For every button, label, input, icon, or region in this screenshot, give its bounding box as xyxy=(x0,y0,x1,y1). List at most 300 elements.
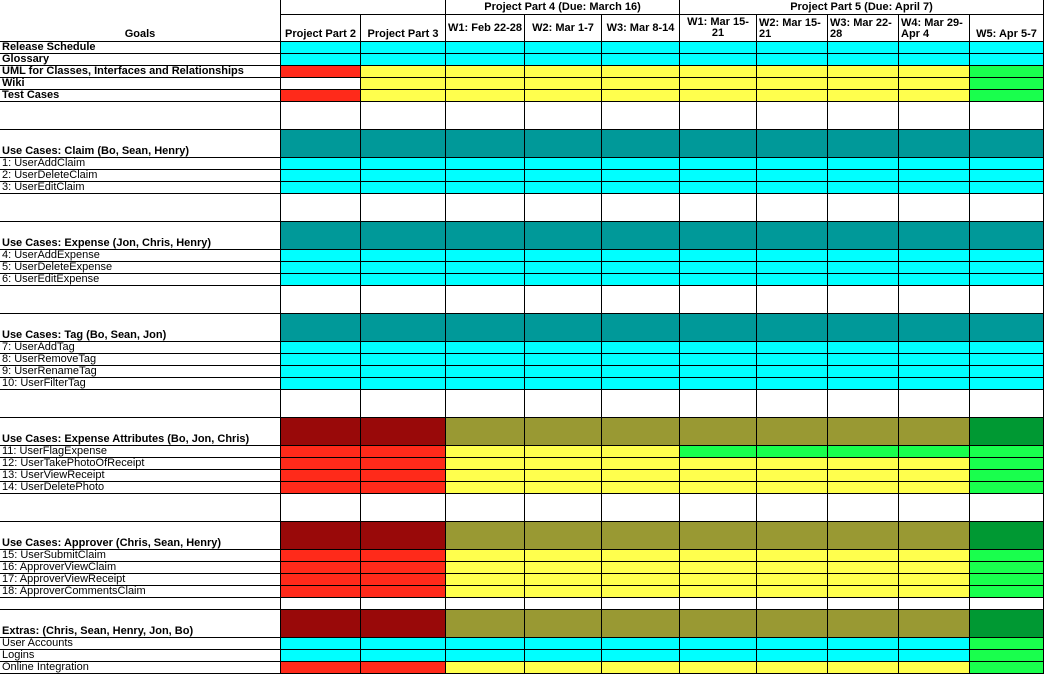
schedule-cell[interactable] xyxy=(281,342,361,354)
schedule-cell[interactable] xyxy=(680,158,757,170)
schedule-cell[interactable] xyxy=(899,262,970,274)
schedule-cell[interactable] xyxy=(525,170,602,182)
schedule-cell[interactable] xyxy=(680,482,757,494)
schedule-cell[interactable] xyxy=(899,130,970,158)
schedule-cell[interactable] xyxy=(602,598,680,610)
schedule-cell[interactable] xyxy=(828,262,899,274)
schedule-cell[interactable] xyxy=(899,550,970,562)
header-col-8[interactable]: W4: Mar 29-Apr 4 xyxy=(899,15,970,42)
schedule-cell[interactable] xyxy=(361,342,446,354)
schedule-cell[interactable] xyxy=(757,574,828,586)
schedule-cell[interactable] xyxy=(281,446,361,458)
schedule-cell[interactable] xyxy=(361,574,446,586)
schedule-cell[interactable] xyxy=(602,262,680,274)
schedule-cell[interactable] xyxy=(757,662,828,674)
schedule-cell[interactable] xyxy=(828,598,899,610)
schedule-cell[interactable] xyxy=(757,354,828,366)
schedule-cell[interactable] xyxy=(757,286,828,314)
schedule-cell[interactable] xyxy=(970,222,1044,250)
schedule-cell[interactable] xyxy=(970,550,1044,562)
schedule-cell[interactable] xyxy=(446,250,525,262)
schedule-cell[interactable] xyxy=(525,378,602,390)
row-label[interactable]: 5: UserDeleteExpense xyxy=(0,262,281,274)
schedule-cell[interactable] xyxy=(602,662,680,674)
schedule-cell[interactable] xyxy=(899,378,970,390)
schedule-cell[interactable] xyxy=(446,78,525,90)
row-label[interactable]: Glossary xyxy=(0,54,281,66)
schedule-cell[interactable] xyxy=(899,194,970,222)
schedule-cell[interactable] xyxy=(361,54,446,66)
schedule-cell[interactable] xyxy=(899,170,970,182)
schedule-cell[interactable] xyxy=(525,90,602,102)
schedule-cell[interactable] xyxy=(361,470,446,482)
schedule-cell[interactable] xyxy=(899,598,970,610)
schedule-cell[interactable] xyxy=(602,574,680,586)
schedule-cell[interactable] xyxy=(281,586,361,598)
schedule-cell[interactable] xyxy=(970,638,1044,650)
schedule-cell[interactable] xyxy=(281,42,361,54)
header-goals[interactable]: Goals xyxy=(0,0,281,42)
schedule-cell[interactable] xyxy=(757,482,828,494)
row-label[interactable]: 9: UserRenameTag xyxy=(0,366,281,378)
schedule-cell[interactable] xyxy=(899,638,970,650)
schedule-cell[interactable] xyxy=(970,66,1044,78)
row-label[interactable]: UML for Classes, Interfaces and Relationships xyxy=(0,66,281,78)
schedule-cell[interactable] xyxy=(602,482,680,494)
header-part4-group[interactable]: Project Part 4 (Due: March 16) xyxy=(446,0,680,15)
schedule-cell[interactable] xyxy=(281,562,361,574)
schedule-cell[interactable] xyxy=(361,390,446,418)
schedule-cell[interactable] xyxy=(970,274,1044,286)
schedule-cell[interactable] xyxy=(970,446,1044,458)
schedule-cell[interactable] xyxy=(602,78,680,90)
schedule-cell[interactable] xyxy=(446,130,525,158)
schedule-cell[interactable] xyxy=(828,66,899,78)
schedule-cell[interactable] xyxy=(757,222,828,250)
schedule-cell[interactable] xyxy=(361,638,446,650)
schedule-cell[interactable] xyxy=(680,170,757,182)
schedule-cell[interactable] xyxy=(970,158,1044,170)
schedule-cell[interactable] xyxy=(757,158,828,170)
schedule-cell[interactable] xyxy=(446,170,525,182)
schedule-cell[interactable] xyxy=(281,550,361,562)
schedule-cell[interactable] xyxy=(361,458,446,470)
schedule-cell[interactable] xyxy=(828,390,899,418)
schedule-cell[interactable] xyxy=(757,130,828,158)
schedule-cell[interactable] xyxy=(525,598,602,610)
schedule-cell[interactable] xyxy=(828,366,899,378)
schedule-cell[interactable] xyxy=(828,182,899,194)
schedule-cell[interactable] xyxy=(970,250,1044,262)
schedule-cell[interactable] xyxy=(757,78,828,90)
schedule-cell[interactable] xyxy=(680,314,757,342)
schedule-cell[interactable] xyxy=(446,574,525,586)
schedule-cell[interactable] xyxy=(525,42,602,54)
schedule-cell[interactable] xyxy=(361,182,446,194)
schedule-cell[interactable] xyxy=(680,90,757,102)
spacer-label[interactable] xyxy=(0,194,281,222)
schedule-cell[interactable] xyxy=(757,458,828,470)
schedule-cell[interactable] xyxy=(828,650,899,662)
schedule-cell[interactable] xyxy=(757,66,828,78)
row-label[interactable]: Use Cases: Expense Attributes (Bo, Jon, Chris) xyxy=(0,418,281,446)
schedule-cell[interactable] xyxy=(899,522,970,550)
schedule-cell[interactable] xyxy=(525,574,602,586)
spacer-label[interactable] xyxy=(0,102,281,130)
schedule-cell[interactable] xyxy=(281,662,361,674)
schedule-cell[interactable] xyxy=(446,342,525,354)
schedule-cell[interactable] xyxy=(828,482,899,494)
schedule-cell[interactable] xyxy=(899,586,970,598)
schedule-cell[interactable] xyxy=(602,182,680,194)
schedule-cell[interactable] xyxy=(281,418,361,446)
schedule-cell[interactable] xyxy=(899,662,970,674)
schedule-cell[interactable] xyxy=(281,314,361,342)
schedule-cell[interactable] xyxy=(680,550,757,562)
row-label[interactable]: 1: UserAddClaim xyxy=(0,158,281,170)
schedule-cell[interactable] xyxy=(757,342,828,354)
schedule-cell[interactable] xyxy=(361,194,446,222)
schedule-cell[interactable] xyxy=(970,314,1044,342)
schedule-cell[interactable] xyxy=(361,286,446,314)
schedule-cell[interactable] xyxy=(281,262,361,274)
schedule-cell[interactable] xyxy=(281,130,361,158)
schedule-cell[interactable] xyxy=(361,446,446,458)
schedule-cell[interactable] xyxy=(525,130,602,158)
schedule-cell[interactable] xyxy=(446,550,525,562)
schedule-cell[interactable] xyxy=(361,250,446,262)
schedule-cell[interactable] xyxy=(602,274,680,286)
row-label[interactable]: Online Integration xyxy=(0,662,281,674)
schedule-cell[interactable] xyxy=(361,158,446,170)
schedule-cell[interactable] xyxy=(446,562,525,574)
schedule-cell[interactable] xyxy=(757,102,828,130)
schedule-cell[interactable] xyxy=(757,494,828,522)
schedule-cell[interactable] xyxy=(525,262,602,274)
schedule-cell[interactable] xyxy=(828,274,899,286)
schedule-cell[interactable] xyxy=(757,470,828,482)
schedule-cell[interactable] xyxy=(281,158,361,170)
schedule-cell[interactable] xyxy=(970,610,1044,638)
header-part5-group[interactable]: Project Part 5 (Due: April 7) xyxy=(680,0,1044,15)
schedule-cell[interactable] xyxy=(602,458,680,470)
schedule-cell[interactable] xyxy=(828,314,899,342)
schedule-cell[interactable] xyxy=(281,494,361,522)
schedule-cell[interactable] xyxy=(281,354,361,366)
schedule-cell[interactable] xyxy=(757,522,828,550)
row-label[interactable]: 10: UserFilterTag xyxy=(0,378,281,390)
schedule-cell[interactable] xyxy=(828,586,899,598)
schedule-cell[interactable] xyxy=(757,194,828,222)
schedule-cell[interactable] xyxy=(970,102,1044,130)
row-label[interactable]: Use Cases: Tag (Bo, Sean, Jon) xyxy=(0,314,281,342)
schedule-cell[interactable] xyxy=(281,170,361,182)
schedule-cell[interactable] xyxy=(446,378,525,390)
schedule-cell[interactable] xyxy=(446,662,525,674)
schedule-cell[interactable] xyxy=(680,522,757,550)
schedule-cell[interactable] xyxy=(281,482,361,494)
schedule-cell[interactable] xyxy=(970,470,1044,482)
schedule-cell[interactable] xyxy=(828,102,899,130)
schedule-cell[interactable] xyxy=(281,90,361,102)
schedule-cell[interactable] xyxy=(757,586,828,598)
row-label[interactable]: 2: UserDeleteClaim xyxy=(0,170,281,182)
schedule-cell[interactable] xyxy=(525,482,602,494)
schedule-cell[interactable] xyxy=(899,66,970,78)
schedule-cell[interactable] xyxy=(446,66,525,78)
schedule-cell[interactable] xyxy=(361,550,446,562)
schedule-cell[interactable] xyxy=(281,222,361,250)
row-label[interactable]: Logins xyxy=(0,650,281,662)
schedule-cell[interactable] xyxy=(828,222,899,250)
schedule-cell[interactable] xyxy=(446,390,525,418)
schedule-cell[interactable] xyxy=(525,390,602,418)
row-label[interactable]: 18: ApproverCommentsClaim xyxy=(0,586,281,598)
schedule-cell[interactable] xyxy=(680,574,757,586)
schedule-cell[interactable] xyxy=(446,42,525,54)
schedule-cell[interactable] xyxy=(525,66,602,78)
schedule-cell[interactable] xyxy=(828,446,899,458)
schedule-cell[interactable] xyxy=(680,130,757,158)
schedule-cell[interactable] xyxy=(446,494,525,522)
schedule-cell[interactable] xyxy=(361,650,446,662)
schedule-cell[interactable] xyxy=(525,194,602,222)
schedule-cell[interactable] xyxy=(446,366,525,378)
schedule-cell[interactable] xyxy=(525,522,602,550)
schedule-cell[interactable] xyxy=(446,610,525,638)
schedule-cell[interactable] xyxy=(281,78,361,90)
schedule-cell[interactable] xyxy=(281,650,361,662)
row-label[interactable]: 16: ApproverViewClaim xyxy=(0,562,281,574)
schedule-cell[interactable] xyxy=(602,102,680,130)
header-col-1[interactable]: Project Part 3 xyxy=(361,15,446,42)
row-label[interactable]: 7: UserAddTag xyxy=(0,342,281,354)
schedule-cell[interactable] xyxy=(281,638,361,650)
schedule-cell[interactable] xyxy=(757,250,828,262)
schedule-cell[interactable] xyxy=(828,610,899,638)
row-label[interactable]: 8: UserRemoveTag xyxy=(0,354,281,366)
schedule-cell[interactable] xyxy=(446,470,525,482)
schedule-cell[interactable] xyxy=(970,598,1044,610)
schedule-cell[interactable] xyxy=(970,130,1044,158)
row-label[interactable]: Extras: (Chris, Sean, Henry, Jon, Bo) xyxy=(0,610,281,638)
schedule-cell[interactable] xyxy=(828,494,899,522)
schedule-cell[interactable] xyxy=(446,586,525,598)
schedule-cell[interactable] xyxy=(680,274,757,286)
schedule-cell[interactable] xyxy=(446,522,525,550)
schedule-cell[interactable] xyxy=(970,90,1044,102)
schedule-cell[interactable] xyxy=(281,598,361,610)
schedule-cell[interactable] xyxy=(970,78,1044,90)
schedule-cell[interactable] xyxy=(602,250,680,262)
schedule-cell[interactable] xyxy=(281,102,361,130)
schedule-cell[interactable] xyxy=(602,90,680,102)
schedule-cell[interactable] xyxy=(970,194,1044,222)
schedule-cell[interactable] xyxy=(361,378,446,390)
spacer-label[interactable] xyxy=(0,390,281,418)
schedule-cell[interactable] xyxy=(361,354,446,366)
schedule-cell[interactable] xyxy=(446,354,525,366)
schedule-cell[interactable] xyxy=(361,494,446,522)
schedule-cell[interactable] xyxy=(602,66,680,78)
schedule-cell[interactable] xyxy=(525,354,602,366)
spacer-label[interactable] xyxy=(0,494,281,522)
schedule-cell[interactable] xyxy=(828,42,899,54)
schedule-cell[interactable] xyxy=(602,342,680,354)
schedule-cell[interactable] xyxy=(525,494,602,522)
schedule-cell[interactable] xyxy=(602,470,680,482)
schedule-cell[interactable] xyxy=(899,274,970,286)
row-label[interactable]: 15: UserSubmitClaim xyxy=(0,550,281,562)
schedule-cell[interactable] xyxy=(757,182,828,194)
schedule-cell[interactable] xyxy=(525,54,602,66)
schedule-cell[interactable] xyxy=(680,638,757,650)
schedule-cell[interactable] xyxy=(525,610,602,638)
row-label[interactable]: Test Cases xyxy=(0,90,281,102)
schedule-cell[interactable] xyxy=(828,458,899,470)
schedule-cell[interactable] xyxy=(828,662,899,674)
schedule-cell[interactable] xyxy=(680,470,757,482)
schedule-cell[interactable] xyxy=(828,90,899,102)
schedule-cell[interactable] xyxy=(828,522,899,550)
schedule-cell[interactable] xyxy=(361,562,446,574)
schedule-cell[interactable] xyxy=(446,102,525,130)
schedule-cell[interactable] xyxy=(680,446,757,458)
schedule-cell[interactable] xyxy=(757,562,828,574)
schedule-cell[interactable] xyxy=(602,610,680,638)
schedule-cell[interactable] xyxy=(899,418,970,446)
schedule-cell[interactable] xyxy=(757,170,828,182)
schedule-cell[interactable] xyxy=(680,458,757,470)
schedule-cell[interactable] xyxy=(680,194,757,222)
schedule-cell[interactable] xyxy=(680,586,757,598)
schedule-cell[interactable] xyxy=(602,378,680,390)
schedule-cell[interactable] xyxy=(680,182,757,194)
schedule-cell[interactable] xyxy=(680,562,757,574)
schedule-cell[interactable] xyxy=(446,54,525,66)
schedule-cell[interactable] xyxy=(899,446,970,458)
schedule-cell[interactable] xyxy=(525,458,602,470)
schedule-cell[interactable] xyxy=(680,650,757,662)
schedule-cell[interactable] xyxy=(899,314,970,342)
schedule-cell[interactable] xyxy=(361,78,446,90)
header-col-2[interactable]: W1: Feb 22-28 xyxy=(446,15,525,42)
schedule-cell[interactable] xyxy=(899,470,970,482)
row-label[interactable]: Use Cases: Expense (Jon, Chris, Henry) xyxy=(0,222,281,250)
schedule-cell[interactable] xyxy=(525,182,602,194)
schedule-cell[interactable] xyxy=(525,562,602,574)
schedule-cell[interactable] xyxy=(446,638,525,650)
schedule-cell[interactable] xyxy=(757,638,828,650)
schedule-cell[interactable] xyxy=(446,262,525,274)
schedule-cell[interactable] xyxy=(757,550,828,562)
schedule-cell[interactable] xyxy=(970,662,1044,674)
schedule-cell[interactable] xyxy=(361,90,446,102)
schedule-cell[interactable] xyxy=(361,42,446,54)
schedule-cell[interactable] xyxy=(602,494,680,522)
schedule-cell[interactable] xyxy=(899,78,970,90)
row-label[interactable]: Use Cases: Claim (Bo, Sean, Henry) xyxy=(0,130,281,158)
schedule-cell[interactable] xyxy=(446,314,525,342)
schedule-cell[interactable] xyxy=(525,78,602,90)
schedule-cell[interactable] xyxy=(281,378,361,390)
schedule-cell[interactable] xyxy=(757,610,828,638)
schedule-cell[interactable] xyxy=(525,102,602,130)
schedule-cell[interactable] xyxy=(680,42,757,54)
schedule-cell[interactable] xyxy=(970,650,1044,662)
schedule-cell[interactable] xyxy=(970,458,1044,470)
row-label[interactable]: Release Schedule xyxy=(0,42,281,54)
schedule-cell[interactable] xyxy=(828,194,899,222)
header-col-7[interactable]: W3: Mar 22-28 xyxy=(828,15,899,42)
schedule-cell[interactable] xyxy=(602,366,680,378)
schedule-cell[interactable] xyxy=(602,638,680,650)
schedule-cell[interactable] xyxy=(361,586,446,598)
schedule-cell[interactable] xyxy=(361,102,446,130)
schedule-cell[interactable] xyxy=(899,342,970,354)
schedule-cell[interactable] xyxy=(281,182,361,194)
schedule-cell[interactable] xyxy=(602,562,680,574)
schedule-cell[interactable] xyxy=(970,54,1044,66)
schedule-cell[interactable] xyxy=(446,274,525,286)
schedule-cell[interactable] xyxy=(446,482,525,494)
row-label[interactable]: 17: ApproverViewReceipt xyxy=(0,574,281,586)
schedule-cell[interactable] xyxy=(828,342,899,354)
schedule-cell[interactable] xyxy=(828,354,899,366)
schedule-cell[interactable] xyxy=(446,598,525,610)
schedule-cell[interactable] xyxy=(899,286,970,314)
schedule-cell[interactable] xyxy=(970,42,1044,54)
schedule-cell[interactable] xyxy=(361,418,446,446)
schedule-cell[interactable] xyxy=(446,286,525,314)
schedule-cell[interactable] xyxy=(602,194,680,222)
schedule-cell[interactable] xyxy=(602,354,680,366)
schedule-cell[interactable] xyxy=(680,102,757,130)
schedule-cell[interactable] xyxy=(281,54,361,66)
schedule-cell[interactable] xyxy=(446,194,525,222)
schedule-cell[interactable] xyxy=(970,522,1044,550)
schedule-cell[interactable] xyxy=(970,390,1044,418)
schedule-cell[interactable] xyxy=(680,78,757,90)
schedule-cell[interactable] xyxy=(828,574,899,586)
schedule-cell[interactable] xyxy=(680,54,757,66)
schedule-cell[interactable] xyxy=(361,66,446,78)
schedule-cell[interactable] xyxy=(446,90,525,102)
schedule-cell[interactable] xyxy=(361,274,446,286)
schedule-cell[interactable] xyxy=(757,650,828,662)
schedule-cell[interactable] xyxy=(828,130,899,158)
schedule-cell[interactable] xyxy=(828,638,899,650)
schedule-cell[interactable] xyxy=(525,550,602,562)
schedule-cell[interactable] xyxy=(446,650,525,662)
schedule-cell[interactable] xyxy=(970,354,1044,366)
schedule-cell[interactable] xyxy=(970,494,1044,522)
schedule-cell[interactable] xyxy=(525,650,602,662)
schedule-cell[interactable] xyxy=(828,378,899,390)
schedule-cell[interactable] xyxy=(970,574,1044,586)
schedule-cell[interactable] xyxy=(970,342,1044,354)
schedule-cell[interactable] xyxy=(899,158,970,170)
row-label[interactable]: 6: UserEditExpense xyxy=(0,274,281,286)
schedule-cell[interactable] xyxy=(899,54,970,66)
schedule-cell[interactable] xyxy=(361,222,446,250)
schedule-cell[interactable] xyxy=(602,586,680,598)
schedule-cell[interactable] xyxy=(602,446,680,458)
schedule-cell[interactable] xyxy=(525,274,602,286)
schedule-cell[interactable] xyxy=(680,286,757,314)
schedule-cell[interactable] xyxy=(899,182,970,194)
schedule-cell[interactable] xyxy=(361,522,446,550)
